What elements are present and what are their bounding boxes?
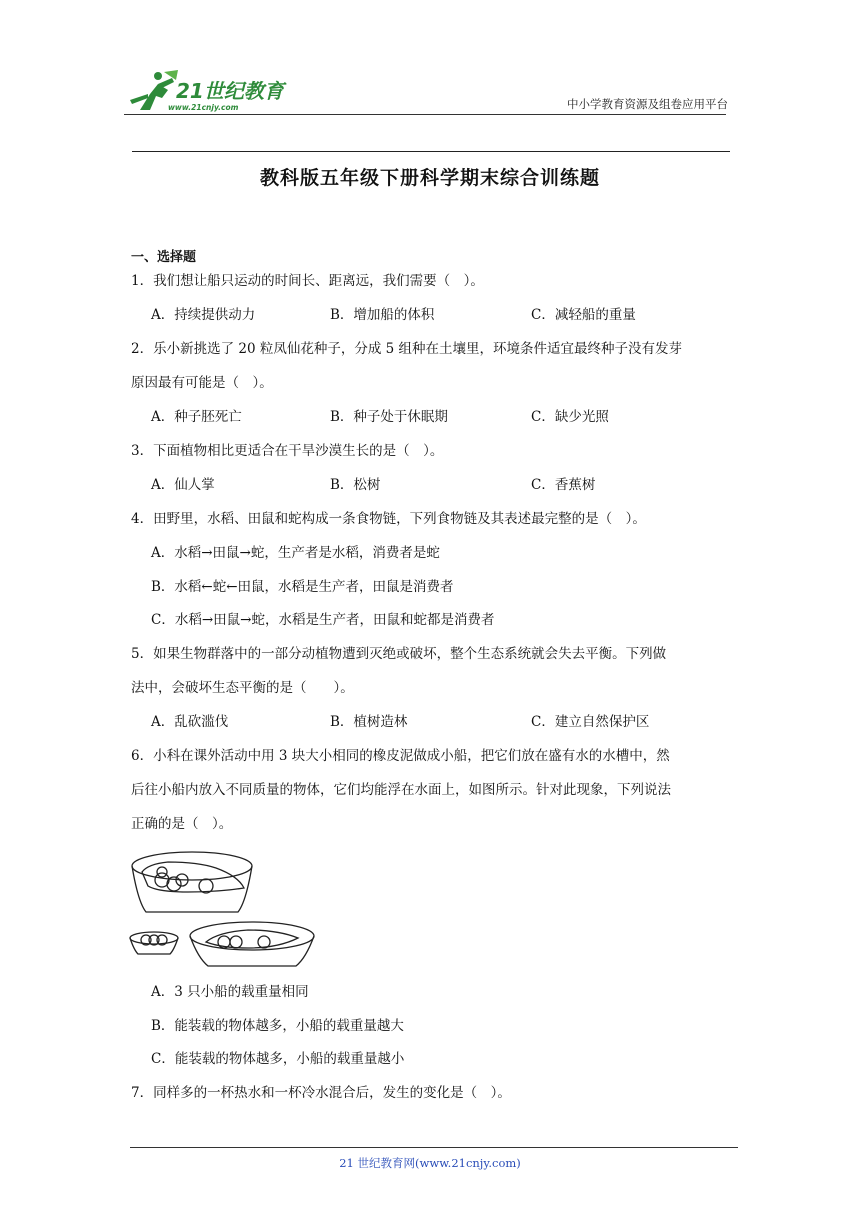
- q3-option-a: A．仙人掌: [151, 477, 215, 493]
- q4-option-b: B．水稻←蛇←田鼠，水稻是生产者，田鼠是消费者: [151, 579, 454, 595]
- platform-name: 中小学教育资源及组卷应用平台: [567, 97, 728, 111]
- q4-option-a: A．水稻→田鼠→蛇，生产者是水稻，消费者是蛇: [151, 545, 440, 561]
- boats-figure: [128, 846, 320, 972]
- q1-option-c: C．减轻船的重量: [531, 307, 636, 323]
- question-1-stem: 1．我们想让船只运动的时间长、距离远，我们需要（ ）。: [131, 273, 484, 289]
- question-5-stem-line1: 5．如果生物群落中的一部分动植物遭到灭绝或破坏，整个生态系统就会失去平衡。下列做: [131, 646, 667, 662]
- q6-option-b: B．能装载的物体越多，小船的载重量越大: [151, 1018, 404, 1034]
- question-6-stem-line2: 后往小船内放入不同质量的物体，它们均能浮在水面上，如图所示。针对此现象，下列说法: [131, 782, 671, 798]
- q2-option-a: A．种子胚死亡: [151, 409, 242, 425]
- q2-option-c: C．缺少光照: [531, 409, 609, 425]
- q1-option-a: A．持续提供动力: [151, 307, 256, 323]
- q6-option-a: A．3 只小船的载重量相同: [151, 984, 309, 1000]
- footer-divider: [130, 1147, 738, 1148]
- q4-option-c: C．水稻→田鼠→蛇，水稻是生产者，田鼠和蛇都是消费者: [151, 612, 495, 628]
- header-divider: [124, 114, 726, 115]
- question-3-stem: 3．下面植物相比更适合在干旱沙漠生长的是（ ）。: [131, 443, 444, 459]
- question-2-stem-line2: 原因最有可能是（ ）。: [131, 375, 273, 391]
- question-4-stem: 4．田野里，水稻、田鼠和蛇构成一条食物链，下列食物链及其表述最完整的是（ ）。: [131, 511, 646, 527]
- question-5-stem-line2: 法中，会破坏生态平衡的是（ ）。: [131, 680, 354, 696]
- q3-option-c: C．香蕉树: [531, 477, 596, 493]
- q5-option-b: B．植树造林: [330, 714, 408, 730]
- q1-option-b: B．增加船的体积: [330, 307, 435, 323]
- title-divider: [132, 151, 730, 152]
- question-6-stem-line1: 6．小科在课外活动中用 3 块大小相同的橡皮泥做成小船，把它们放在盛有水的水槽中，然: [131, 748, 670, 764]
- footer-text: 21 世纪教育网(www.21cnjy.com): [339, 1156, 521, 1170]
- page-title: 教科版五年级下册科学期末综合训练题: [259, 167, 600, 189]
- logo-text: 21世纪教育: [176, 79, 284, 103]
- question-6-stem-line3: 正确的是（ ）。: [131, 816, 233, 832]
- logo-url: www.21cnjy.com: [168, 103, 239, 112]
- logo-21cnjy: [128, 70, 298, 114]
- section-heading: 一、选择题: [131, 250, 197, 265]
- q5-option-c: C．建立自然保护区: [531, 714, 650, 730]
- q5-option-a: A．乱砍滥伐: [151, 714, 229, 730]
- q3-option-b: B．松树: [330, 477, 381, 493]
- question-7-stem: 7．同样多的一杯热水和一杯冷水混合后，发生的变化是（ ）。: [131, 1085, 511, 1101]
- q6-option-c: C．能装载的物体越多，小船的载重量越小: [151, 1051, 405, 1067]
- question-2-stem-line1: 2．乐小新挑选了 20 粒凤仙花种子，分成 5 组种在土壤里，环境条件适宜最终种子没有发芽: [131, 341, 683, 357]
- q2-option-b: B．种子处于休眠期: [330, 409, 448, 425]
